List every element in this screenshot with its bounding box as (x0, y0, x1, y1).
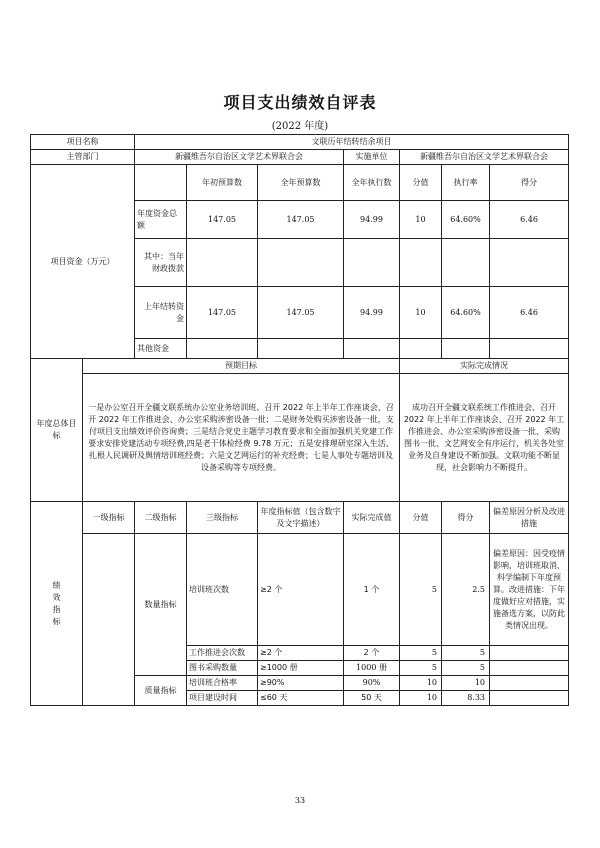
ind-header-target: 年度指标值（包含数字及文字描述） (258, 502, 344, 534)
dept-value: 新疆维吾尔自治区文学艺术界联合会 (135, 150, 344, 165)
ind-score-value: 10 (400, 676, 442, 691)
funds-rate: 64.60% (442, 287, 490, 339)
ind-score: 8.33 (442, 691, 490, 706)
funds-header-row (31, 165, 569, 201)
quality-label: 质量指标 (135, 676, 187, 706)
header-score-value: 分值 (400, 165, 442, 201)
goals-expected-header: 预期目标 (83, 359, 400, 374)
funds-row-label: 年度资金总额 (135, 201, 187, 239)
funds-rate (442, 239, 490, 287)
ind-name: 项目建设时间 (187, 691, 258, 706)
goals-label: 年度总体目标 (31, 359, 83, 502)
ind-actual: 1 个 (344, 534, 400, 646)
ind-target: ≥90% (258, 676, 344, 691)
ind-actual: 50 天 (344, 691, 400, 706)
row-department (31, 150, 569, 165)
funds-score-value (400, 339, 442, 359)
ind-header-level1: 一级指标 (83, 502, 135, 534)
ind-score-value: 5 (400, 661, 442, 676)
funds-annual (258, 239, 344, 287)
funds-score (490, 339, 569, 359)
funds-initial (187, 239, 258, 287)
funds-header-blank (135, 165, 187, 201)
ind-score: 5 (442, 646, 490, 661)
indicator-row (31, 534, 569, 646)
ind-header-level2: 二级指标 (135, 502, 187, 534)
ind-name: 图书采购数量 (187, 661, 258, 676)
goals-actual-header: 实际完成情况 (400, 359, 569, 374)
header-annual: 全年预算数 (258, 165, 344, 201)
funds-label: 项目资金（万元） (31, 165, 135, 359)
ind-header-score: 得分 (442, 502, 490, 534)
form-year: (2022 年度) (271, 121, 329, 132)
form-title: 项目支出绩效自评表 (223, 93, 377, 112)
goals-content-row (31, 374, 569, 502)
funds-executed (344, 339, 400, 359)
ind-header-score-value: 分值 (400, 502, 442, 534)
funds-initial: 147.05 (187, 201, 258, 239)
header-score: 得分 (490, 165, 569, 201)
ind-score: 2.5 (442, 534, 490, 646)
header-rate: 执行率 (442, 165, 490, 201)
funds-executed: 94.99 (344, 287, 400, 339)
ind-actual: 1000 册 (344, 661, 400, 676)
ind-target: ≤60 天 (258, 691, 344, 706)
ind-name: 工作推进会次数 (187, 646, 258, 661)
ind-score: 5 (442, 661, 490, 676)
ind-score: 10 (442, 676, 490, 691)
impl-value: 新疆维吾尔自治区文学艺术界联合会 (400, 150, 569, 165)
funds-annual: 147.05 (258, 201, 344, 239)
funds-initial: 147.05 (187, 287, 258, 339)
row-project-name (31, 135, 569, 150)
funds-annual: 147.05 (258, 287, 344, 339)
ind-deviation-blank (490, 661, 569, 676)
ind-level1-cell (83, 534, 135, 706)
header-initial: 年初预算数 (187, 165, 258, 201)
ind-header-level3: 三级指标 (187, 502, 258, 534)
quantity-label: 数量指标 (135, 534, 187, 676)
funds-score-value (400, 239, 442, 287)
funds-executed: 94.99 (344, 201, 400, 239)
ind-header-actual: 实际完成值 (344, 502, 400, 534)
funds-row-label: 其他资金 (135, 339, 187, 359)
ind-deviation-blank (490, 676, 569, 691)
funds-row-label: 上年结转资金 (135, 287, 187, 339)
funds-initial (187, 339, 258, 359)
goals-actual-text: 成功召开全疆文联系统工作推进会、召开 2022 年上半年工作座谈会、召开 2022 年工作推进会、办公室采购涉密设备一批、采购 图书一批、文艺网安全有序运行，机关各处室业务及自身建设不断加强。文联功能不断显现，社会影响力不断提升。 (400, 374, 569, 502)
self-evaluation-table (30, 134, 569, 706)
funds-row-label: 其中：当年财政拨款 (135, 239, 187, 287)
funds-score-value: 10 (400, 287, 442, 339)
ind-deviation-blank (490, 691, 569, 706)
dept-label: 主管部门 (31, 150, 135, 165)
impl-label: 实施单位 (344, 150, 400, 165)
ind-name: 培训班合格率 (187, 676, 258, 691)
funds-rate: 64.60% (442, 201, 490, 239)
ind-actual: 90% (344, 676, 400, 691)
ind-score-value: 5 (400, 646, 442, 661)
indicators-label (31, 502, 83, 706)
ind-score-value: 5 (400, 534, 442, 646)
project-name-value: 文联历年结转结余项目 (135, 135, 569, 150)
ind-deviation: 偏差原因：因受疫情影响，培训班取消，科学编制下年度预算。改进措施：下年度做好应对措施，实施备选方案，以防此类情况出现。 (490, 534, 569, 646)
ind-actual: 2 个 (344, 646, 400, 661)
indicators-label-text: 绩效指标 (52, 580, 61, 626)
ind-deviation-blank (490, 646, 569, 661)
ind-name: 培训班次数 (187, 534, 258, 646)
page-number: 33 (294, 796, 306, 805)
ind-header-deviation: 偏差原因分析及改进措施 (490, 502, 569, 534)
funds-executed (344, 239, 400, 287)
ind-score-value: 10 (400, 691, 442, 706)
indicators-header-row (31, 502, 569, 534)
funds-score: 6.46 (490, 201, 569, 239)
ind-target: ≥2 个 (258, 534, 344, 646)
funds-score-value: 10 (400, 201, 442, 239)
ind-target: ≥2 个 (258, 646, 344, 661)
ind-target: ≥1000 册 (258, 661, 344, 676)
funds-score (490, 239, 569, 287)
funds-rate (442, 339, 490, 359)
header-executed: 全年执行数 (344, 165, 400, 201)
project-name-label: 项目名称 (31, 135, 135, 150)
goals-header-row (31, 359, 569, 374)
funds-annual (258, 339, 344, 359)
funds-score: 6.46 (490, 287, 569, 339)
goals-expected-text: 一是办公室召开全疆文联系统办公室业务培训班、召开 2022 年上半年工作座谈会、召开 2022 年工作推进会、办公室采购涉密设备一批；二是财务处购买涉密设备一批，支付项目支出绩效评价咨询费；三是结合党史主题学习教育要求和全面加强机关党建工作要求安排党建活动专项经费,四是老干体检经费 9.78 万元；五是安排理研室深入生活、扎根人民调研及舆情培训班经费；六是文艺网运行的补充经费；七是人事处专题培训及设备采购等专项经费。 (83, 374, 400, 502)
